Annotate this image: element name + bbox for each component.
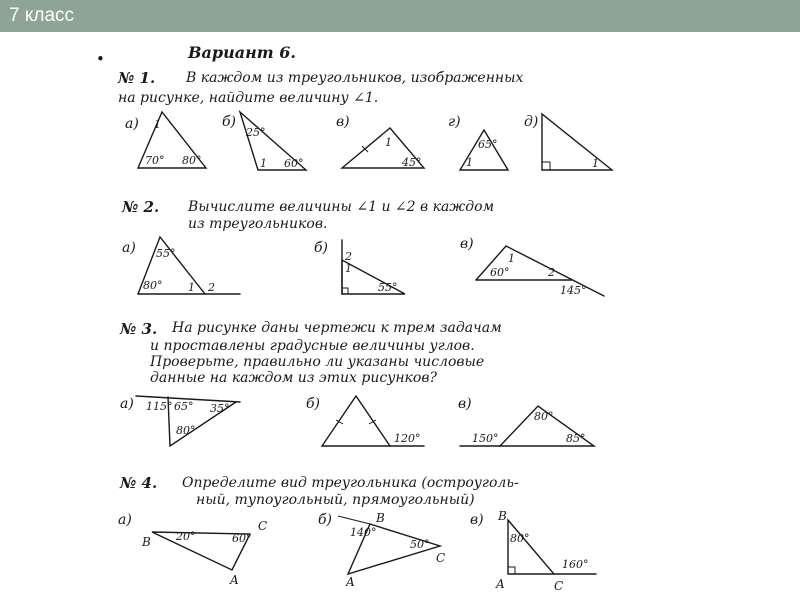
task4b-angle140: 140° (350, 526, 377, 539)
task1g-angle65: 65° (478, 138, 498, 151)
task1d-angle1: 1 (592, 157, 599, 170)
task2-line2: из треугольников. (188, 216, 328, 232)
task4b-vertex-A: A (346, 575, 355, 589)
task3-label-b: б) (306, 396, 321, 412)
task3-label-v: в) (458, 396, 472, 412)
task3-number: № 3. (120, 320, 158, 338)
task1b-angle1: 1 (260, 157, 267, 170)
slide-title: 7 класс (9, 5, 75, 26)
task2v-angle1: 1 (508, 252, 515, 265)
task4b-extension (338, 516, 370, 524)
task4v-angle80: 80° (510, 532, 530, 545)
task2a-angle55: 55° (156, 247, 176, 260)
task1-number: № 1. (118, 69, 156, 87)
task1-label-b: б) (222, 114, 237, 130)
task3v-angle80: 80° (534, 410, 554, 423)
task3a-angle65: 65° (174, 400, 194, 413)
task1a-angle70: 70° (145, 154, 165, 167)
task2-label-v: в) (460, 236, 474, 252)
task4v-vertex-C: C (554, 579, 564, 593)
task1g-angle1: 1 (466, 156, 473, 169)
task2-label-b: б) (314, 240, 329, 256)
task1b-angle25: 25° (246, 126, 266, 139)
task3b-triangle (322, 396, 390, 446)
task3-line4: данные на каждом из этих рисунков? (150, 370, 437, 386)
bullet: • (96, 50, 105, 68)
task1a-angle80: 80° (182, 154, 202, 167)
task3-line1: На рисунке даны чертежи к трем задачам (172, 320, 502, 336)
task4v-vertex-B: B (498, 509, 507, 523)
task1-label-g: г) (448, 114, 461, 130)
task2-label-a: а) (122, 240, 136, 256)
task4-label-v: в) (470, 512, 484, 528)
task3a-angle35: 35° (210, 402, 230, 415)
task1d-triangle (542, 114, 612, 170)
task2a-angle2: 2 (208, 281, 215, 294)
task4-line2: ный, тупоугольный, прямоугольный) (196, 492, 475, 508)
task3a-angle115: 115° (146, 400, 173, 413)
task4v-triangle (508, 520, 554, 574)
task2v-angle2: 2 (548, 266, 555, 279)
task1-line2: на рисунке, найдите величину ∠1. (118, 90, 379, 106)
task4a-angle60: 60° (232, 532, 252, 545)
task4-line1: Определите вид треугольника (остроуголь- (182, 475, 519, 491)
task2v-angle60: 60° (490, 266, 510, 279)
task3v-angle85: 85° (566, 432, 586, 445)
task1-label-v: в) (336, 114, 350, 130)
variant-heading: Вариант 6. (188, 43, 296, 62)
task3v-angle150: 150° (472, 432, 499, 445)
worksheet-image (0, 32, 800, 600)
task2b-right-angle (342, 288, 348, 294)
task4v-angle160: 160° (562, 558, 589, 571)
task3a-angle80: 80° (176, 424, 196, 437)
task4b-angle50: 50° (410, 538, 430, 551)
task1-label-a: а) (125, 116, 139, 132)
slide-title-bar (0, 0, 800, 32)
task1v-angle1: 1 (385, 136, 392, 149)
task1a-angle1: 1 (154, 118, 161, 131)
task2b-angle55: 55° (378, 281, 398, 294)
task4-label-b: б) (318, 512, 333, 528)
task2a-angle1: 1 (188, 281, 195, 294)
task2b-angle1: 1 (345, 262, 352, 275)
task4b-vertex-B: B (376, 511, 385, 525)
task2a-angle80: 80° (143, 279, 163, 292)
task4a-angle20: 20° (176, 530, 196, 543)
task2-line1: Вычислите величины ∠1 и ∠2 в каждом (188, 199, 495, 215)
task2b-angle2: 2 (345, 250, 352, 263)
task2-number: № 2. (122, 198, 160, 216)
task4a-vertex-C: C (258, 519, 268, 533)
task1-label-d: д) (524, 114, 539, 130)
task4v-vertex-A: A (496, 577, 505, 591)
task2v-angle145: 145° (560, 284, 587, 297)
task1v-angle45: 45° (402, 156, 422, 169)
task3-line2: и проставлены градусные величины углов. (150, 338, 475, 354)
task4a-vertex-A: A (230, 573, 239, 587)
task1-line1: В каждом из треугольников, изображенных (186, 70, 524, 86)
task1b-angle60: 60° (284, 157, 304, 170)
task3-label-a: а) (120, 396, 134, 412)
task3-line3: Проверьте, правильно ли указаны числовые (150, 354, 485, 370)
task4-number: № 4. (120, 474, 158, 492)
task4a-vertex-B: B (142, 535, 151, 549)
task4v-right-angle (508, 567, 515, 574)
task1d-right-angle (542, 162, 550, 170)
task4b-vertex-C: C (436, 551, 446, 565)
task3b-angle120: 120° (394, 432, 421, 445)
task4-label-a: а) (118, 512, 132, 528)
worksheet-svg (0, 32, 800, 600)
